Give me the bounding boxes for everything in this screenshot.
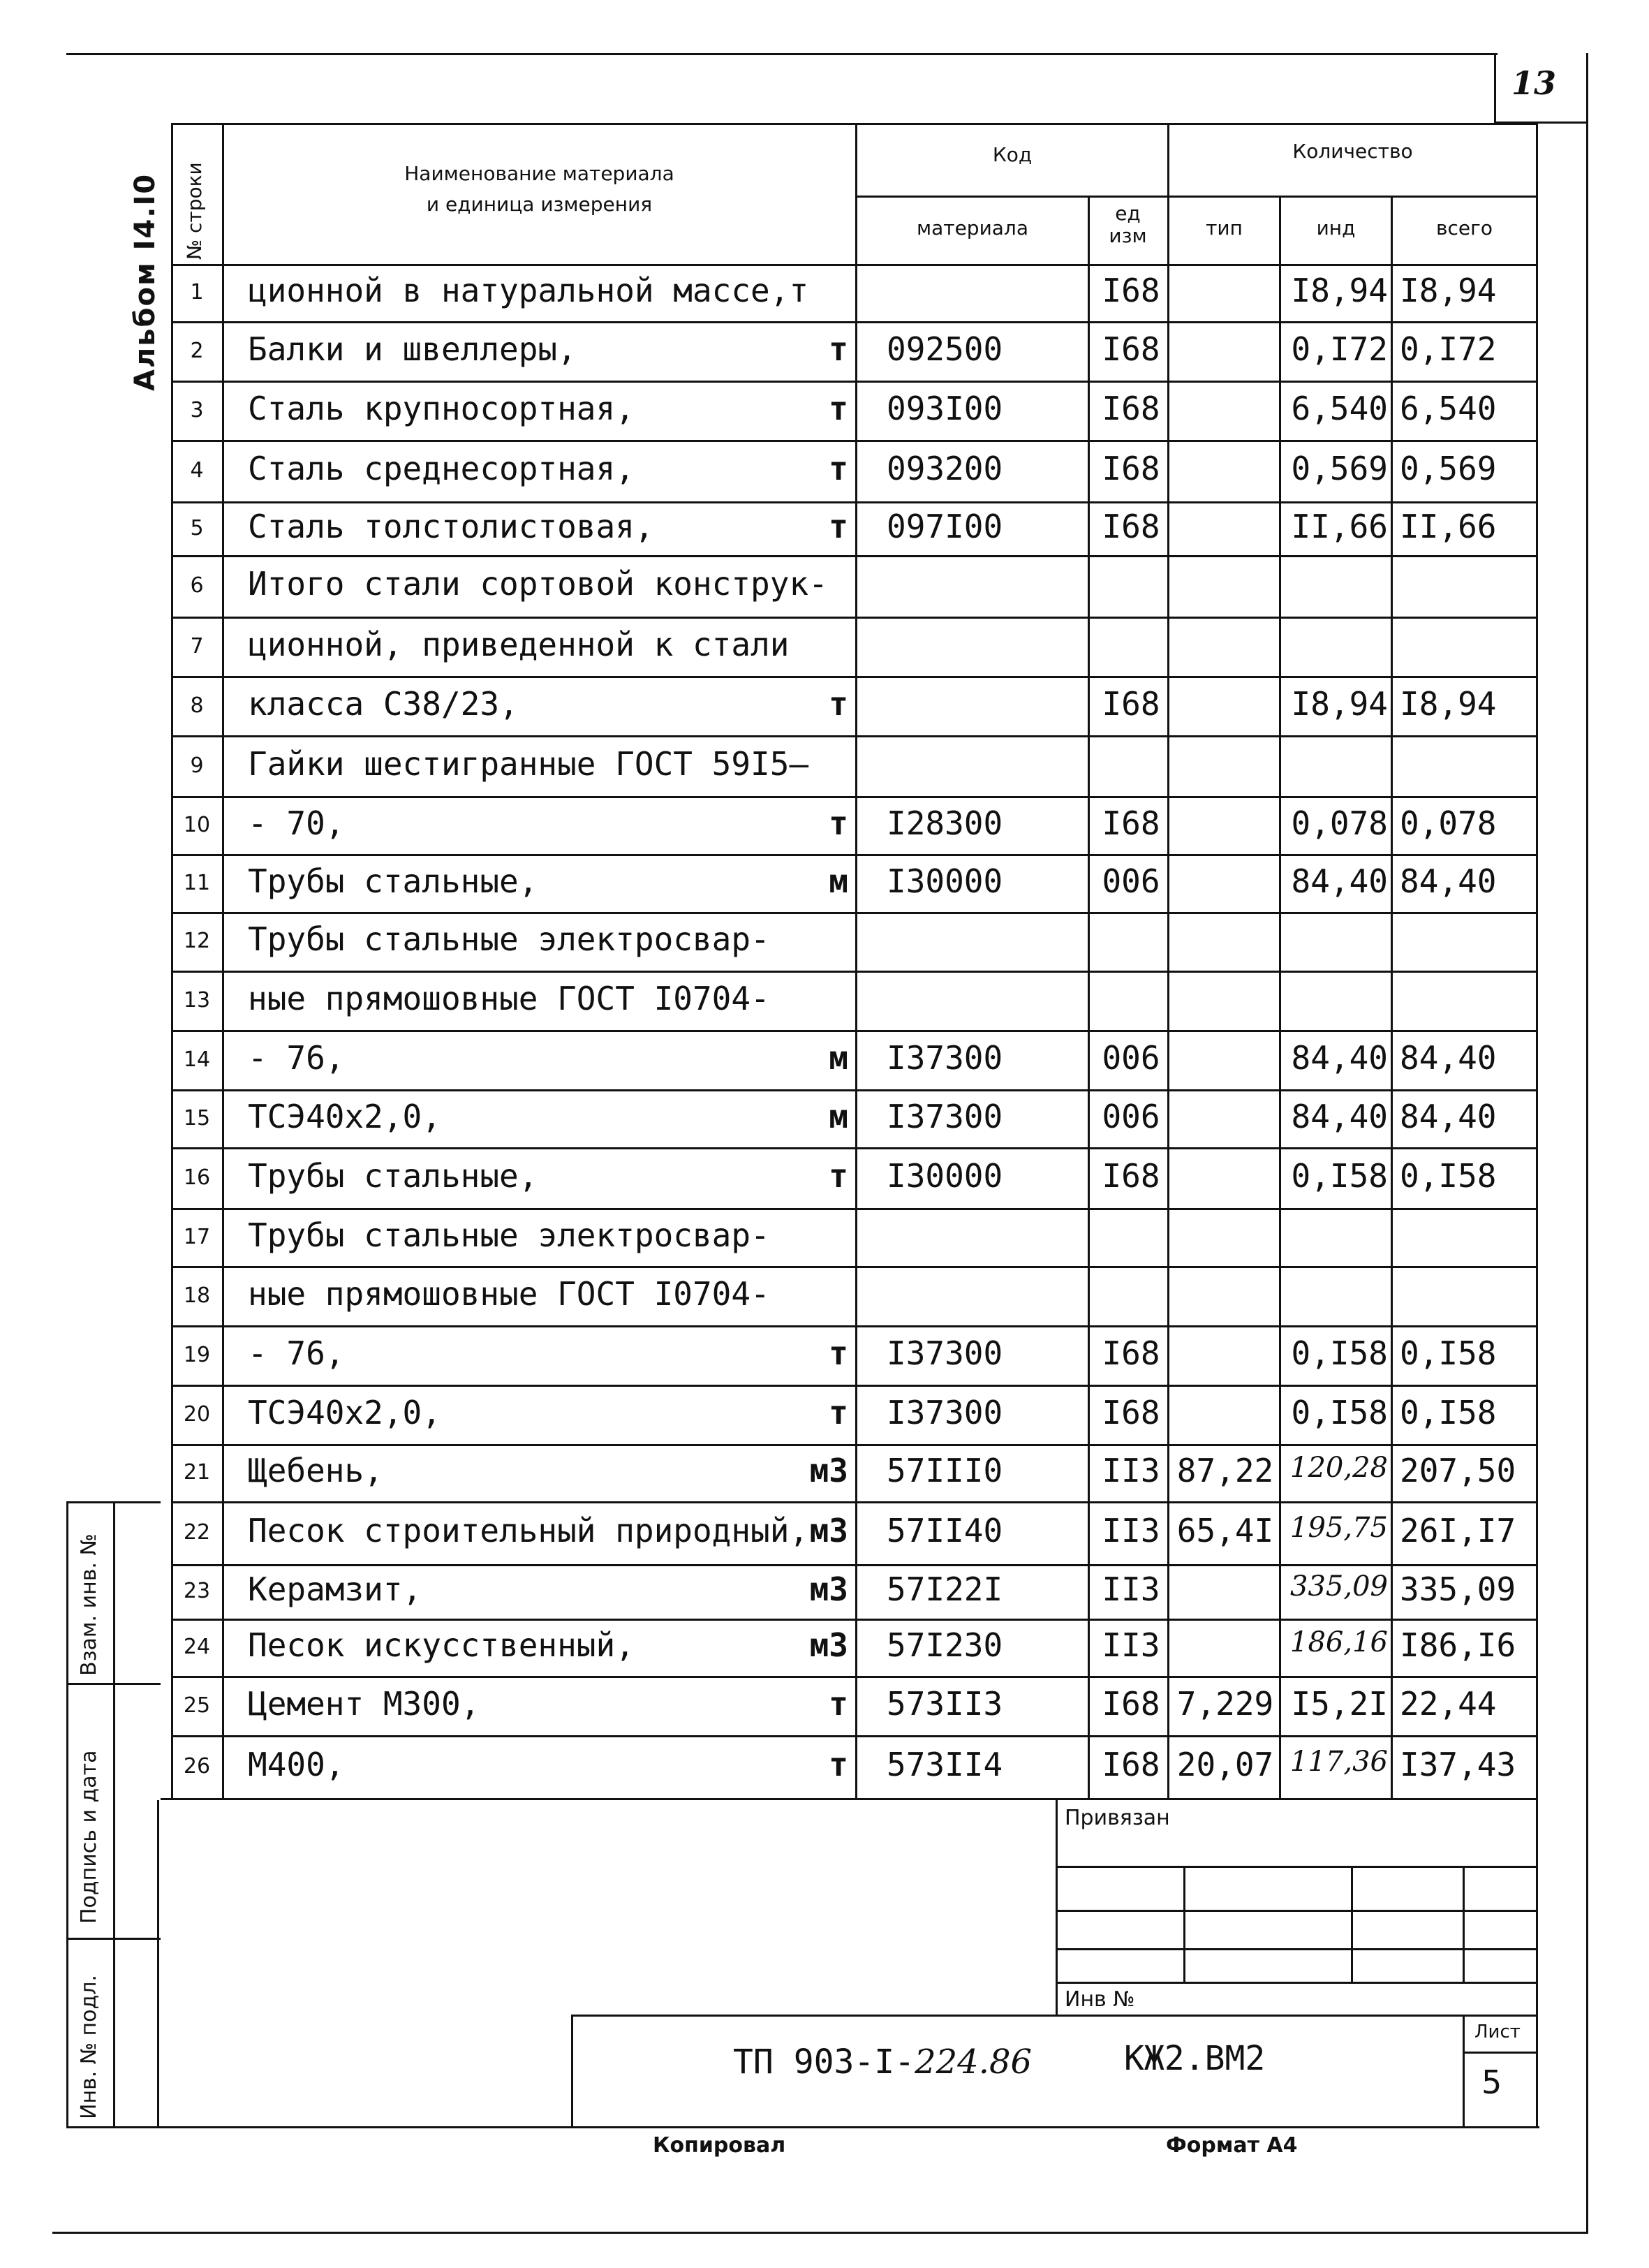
material-name: - 76, bbox=[248, 1039, 345, 1077]
qty-ind: 186,16 bbox=[1290, 1626, 1388, 1658]
privyazan-grid-line bbox=[1351, 1866, 1353, 1982]
material-unit: т bbox=[829, 804, 848, 842]
document-code-handwritten: 224.86 bbox=[915, 2042, 1033, 2082]
material-name: Сталь толстолистовая, bbox=[248, 508, 654, 545]
qty-total: 26I,I7 bbox=[1400, 1512, 1516, 1549]
qty-total: 0,I72 bbox=[1400, 330, 1497, 368]
unit-code: I68 bbox=[1102, 330, 1160, 368]
row-divider bbox=[171, 1089, 1538, 1091]
qty-total: 0,I58 bbox=[1400, 1394, 1497, 1431]
row-number: 17 bbox=[183, 1225, 211, 1249]
qty-total: I37,43 bbox=[1400, 1746, 1516, 1783]
qty-total: I86,I6 bbox=[1400, 1626, 1516, 1664]
header-name-line2: и единица измерения bbox=[426, 193, 653, 216]
material-name: Трубы стальные электросвар- bbox=[248, 1216, 770, 1254]
row-divider bbox=[171, 1564, 1538, 1566]
material-unit: т bbox=[829, 1685, 848, 1723]
qty-ind: 0,I58 bbox=[1291, 1334, 1388, 1372]
material-code: I37300 bbox=[887, 1394, 1003, 1431]
frame-bottom-line bbox=[52, 2232, 1588, 2234]
material-name: ТСЭ40х2,0, bbox=[248, 1098, 441, 1135]
privyazan-grid-line bbox=[1056, 1982, 1537, 1984]
qty-total: 84,40 bbox=[1400, 1039, 1497, 1077]
material-unit: т bbox=[829, 508, 848, 545]
material-code: 57II40 bbox=[887, 1512, 1003, 1549]
material-unit: м3 bbox=[809, 1626, 848, 1664]
unit-code: I68 bbox=[1102, 390, 1160, 427]
row-number: 15 bbox=[183, 1106, 211, 1131]
table-bottom-line bbox=[161, 1798, 1538, 1800]
unit-code: 006 bbox=[1102, 1098, 1160, 1135]
row-number: 24 bbox=[183, 1635, 211, 1659]
material-code: I37300 bbox=[887, 1039, 1003, 1077]
row-number: 1 bbox=[190, 280, 204, 304]
material-name: Сталь крупносортная, bbox=[248, 390, 635, 427]
material-code: 573II3 bbox=[887, 1685, 1003, 1723]
row-number: 7 bbox=[190, 634, 204, 658]
privyazan-grid-line bbox=[1463, 1866, 1465, 1982]
row-divider bbox=[171, 912, 1538, 914]
sheet-cell-left-line bbox=[1463, 2015, 1465, 2128]
qty-total: 84,40 bbox=[1400, 862, 1497, 900]
material-name: Песок искусственный, bbox=[248, 1626, 635, 1664]
privyazan-grid-line bbox=[1056, 1866, 1537, 1868]
qty-total: 207,50 bbox=[1400, 1452, 1516, 1489]
qty-total: 0,078 bbox=[1400, 804, 1497, 842]
material-name: Балки и швеллеры, bbox=[248, 330, 577, 368]
row-divider bbox=[171, 1325, 1538, 1327]
material-unit: т bbox=[829, 1746, 848, 1783]
qty-ind: 6,540 bbox=[1291, 390, 1388, 427]
row-divider bbox=[171, 1208, 1538, 1210]
row-number: 19 bbox=[183, 1343, 211, 1367]
qty-total: II,66 bbox=[1400, 508, 1497, 545]
unit-code: I68 bbox=[1102, 508, 1160, 545]
titleblock-top-line bbox=[571, 2015, 1538, 2017]
row-divider bbox=[171, 1444, 1538, 1446]
material-unit: м bbox=[829, 1039, 848, 1077]
qty-ind: 195,75 bbox=[1290, 1512, 1388, 1544]
material-name: - 70, bbox=[248, 804, 345, 842]
unit-code: I68 bbox=[1102, 1685, 1160, 1723]
unit-code: I68 bbox=[1102, 804, 1160, 842]
material-code: 57I22I bbox=[887, 1570, 1003, 1608]
row-number: 22 bbox=[183, 1520, 211, 1545]
material-code: 573II4 bbox=[887, 1746, 1003, 1783]
row-number: 26 bbox=[183, 1754, 211, 1779]
qty-total: 335,09 bbox=[1400, 1570, 1516, 1608]
qty-ind: 84,40 bbox=[1291, 1098, 1388, 1135]
unit-code: II3 bbox=[1102, 1570, 1160, 1608]
material-unit: т bbox=[829, 1334, 848, 1372]
privyazan-left-line bbox=[1056, 1800, 1058, 2017]
row-number: 18 bbox=[183, 1283, 211, 1308]
material-name: ные прямошовные ГОСТ I0704- bbox=[248, 1275, 770, 1313]
row-number: 3 bbox=[190, 398, 204, 422]
material-code: 093I00 bbox=[887, 390, 1003, 427]
side-vzam-inv: Взам. инв. № bbox=[77, 1533, 101, 1676]
row-divider bbox=[171, 321, 1538, 323]
material-name: класса С38/23, bbox=[248, 685, 519, 723]
qty-type: 87,22 bbox=[1176, 1452, 1274, 1489]
document-mark: КЖ2.ВМ2 bbox=[1124, 2039, 1266, 2078]
material-code: 57I230 bbox=[887, 1626, 1003, 1664]
material-name: Трубы стальные, bbox=[248, 862, 538, 900]
material-unit: м bbox=[829, 862, 848, 900]
row-divider bbox=[171, 440, 1538, 442]
row-divider bbox=[171, 1147, 1538, 1149]
material-code: 57III0 bbox=[887, 1452, 1003, 1489]
unit-code: I68 bbox=[1102, 685, 1160, 723]
unit-code: 006 bbox=[1102, 1039, 1160, 1077]
qty-ind: I5,2I bbox=[1291, 1685, 1388, 1723]
unit-code: I68 bbox=[1102, 1394, 1160, 1431]
qty-total: 22,44 bbox=[1400, 1685, 1497, 1723]
row-number: 10 bbox=[183, 813, 211, 837]
material-name: - 76, bbox=[248, 1334, 345, 1372]
qty-total: 0,I58 bbox=[1400, 1334, 1497, 1372]
row-divider bbox=[171, 854, 1538, 856]
header-q-type: тип bbox=[1206, 216, 1243, 240]
row-divider bbox=[171, 1266, 1538, 1268]
material-code: I30000 bbox=[887, 862, 1003, 900]
header-row-number: № строки bbox=[183, 162, 206, 260]
unit-code: I68 bbox=[1102, 1334, 1160, 1372]
row-divider bbox=[171, 1501, 1538, 1503]
row-number: 9 bbox=[190, 753, 204, 778]
header-q-total: всего bbox=[1436, 216, 1493, 240]
row-divider bbox=[171, 1735, 1538, 1737]
row-number: 6 bbox=[190, 573, 204, 598]
row-number: 5 bbox=[190, 516, 204, 540]
sheet-label: Лист bbox=[1474, 2022, 1521, 2042]
row-divider bbox=[171, 1385, 1538, 1387]
side-stamp-line bbox=[66, 1938, 161, 1940]
unit-code: II3 bbox=[1102, 1626, 1160, 1664]
row-number: 21 bbox=[183, 1460, 211, 1485]
qty-ind: 0,I72 bbox=[1291, 330, 1388, 368]
qty-ind: 84,40 bbox=[1291, 862, 1388, 900]
header-name-line1: Наименование материала bbox=[404, 162, 674, 185]
material-name: Песок строительный природный, bbox=[248, 1512, 809, 1549]
row-number: 14 bbox=[183, 1047, 211, 1072]
qty-ind: 335,09 bbox=[1290, 1570, 1388, 1603]
material-name: Цемент М300, bbox=[248, 1685, 480, 1723]
row-divider bbox=[171, 1030, 1538, 1032]
material-name: Трубы стальные, bbox=[248, 1157, 538, 1195]
row-number: 4 bbox=[190, 458, 204, 483]
material-unit: т bbox=[829, 390, 848, 427]
frame-right-line bbox=[1586, 53, 1588, 2232]
row-number: 8 bbox=[190, 693, 204, 718]
material-name: Гайки шестигранные ГОСТ 59I5— bbox=[248, 745, 809, 783]
row-divider bbox=[171, 501, 1538, 503]
unit-code: I68 bbox=[1102, 450, 1160, 487]
stamp-right-line bbox=[1536, 1800, 1538, 2128]
qty-ind: 84,40 bbox=[1291, 1039, 1388, 1077]
material-name: ционной, приведенной к стали bbox=[248, 626, 790, 663]
material-unit: т bbox=[829, 330, 848, 368]
sheet-number: 5 bbox=[1481, 2063, 1502, 2101]
material-code: 093200 bbox=[887, 450, 1003, 487]
qty-ind: I8,94 bbox=[1291, 685, 1388, 723]
qty-ind: 0,I58 bbox=[1291, 1394, 1388, 1431]
qty-total: 0,I58 bbox=[1400, 1157, 1497, 1195]
row-divider bbox=[171, 735, 1538, 737]
qty-ind: 120,28 bbox=[1290, 1452, 1388, 1484]
qty-ind: 0,078 bbox=[1291, 804, 1388, 842]
privyazan-grid-line bbox=[1056, 1910, 1537, 1912]
row-divider bbox=[171, 796, 1538, 798]
titleblock-left-line bbox=[571, 2015, 573, 2128]
row-divider bbox=[171, 971, 1538, 973]
side-podpis-data: Подпись и дата bbox=[77, 1750, 101, 1924]
page-number: 13 bbox=[1511, 64, 1557, 102]
material-unit: т bbox=[829, 1394, 848, 1431]
header-q-ind: инд bbox=[1316, 216, 1356, 240]
material-unit: м3 bbox=[809, 1512, 848, 1549]
footer-format: Формат А4 bbox=[1166, 2133, 1298, 2158]
material-code: I28300 bbox=[887, 804, 1003, 842]
unit-code: I68 bbox=[1102, 272, 1160, 309]
album-label: Альбом I4.I0 bbox=[129, 172, 161, 391]
qty-type: 7,229 bbox=[1176, 1685, 1274, 1723]
qty-type: 20,07 bbox=[1176, 1746, 1274, 1783]
row-number: 2 bbox=[190, 339, 204, 363]
unit-code: I68 bbox=[1102, 1157, 1160, 1195]
qty-ind: 0,I58 bbox=[1291, 1157, 1388, 1195]
row-divider bbox=[171, 617, 1538, 619]
qty-total: I8,94 bbox=[1400, 685, 1497, 723]
material-unit: т bbox=[829, 450, 848, 487]
frame-top-line bbox=[66, 53, 1498, 55]
side-stamp-line bbox=[66, 1683, 161, 1685]
privyazan-grid-line bbox=[1183, 1866, 1185, 1982]
material-unit: м bbox=[829, 1098, 848, 1135]
qty-ind: I8,94 bbox=[1291, 272, 1388, 309]
row-number: 16 bbox=[183, 1165, 211, 1190]
row-divider bbox=[171, 381, 1538, 383]
side-stamp-mid-line bbox=[113, 1501, 115, 2128]
material-name: Щебень, bbox=[248, 1452, 383, 1489]
row-number: 20 bbox=[183, 1402, 211, 1427]
material-unit: т bbox=[829, 1157, 848, 1195]
row-divider bbox=[171, 1619, 1538, 1621]
row-number: 11 bbox=[183, 871, 211, 895]
document-code bbox=[733, 2042, 1032, 2082]
footer-kopiroval: Копировал bbox=[653, 2133, 786, 2158]
header-code: Код bbox=[992, 143, 1033, 166]
material-name: ционной в натуральной массе,т bbox=[248, 272, 809, 309]
material-name: Сталь среднесортная, bbox=[248, 450, 635, 487]
header-code-unit: ед изм bbox=[1109, 202, 1147, 247]
material-code: I37300 bbox=[887, 1334, 1003, 1372]
material-name: ные прямошовные ГОСТ I0704- bbox=[248, 980, 770, 1017]
row-number: 13 bbox=[183, 988, 211, 1012]
material-name: Трубы стальные электросвар- bbox=[248, 920, 770, 958]
qty-total: 84,40 bbox=[1400, 1098, 1497, 1135]
material-unit: м3 bbox=[809, 1570, 848, 1608]
stamp-left-line bbox=[157, 1800, 159, 2128]
qty-total: 0,569 bbox=[1400, 450, 1497, 487]
unit-code: II3 bbox=[1102, 1452, 1160, 1489]
row-divider bbox=[171, 555, 1538, 557]
unit-code: I68 bbox=[1102, 1746, 1160, 1783]
privyazan-label: Привязан bbox=[1065, 1806, 1170, 1830]
row-divider bbox=[171, 676, 1538, 678]
row-number: 12 bbox=[183, 929, 211, 953]
qty-ind: 0,569 bbox=[1291, 450, 1388, 487]
qty-type: 65,4I bbox=[1176, 1512, 1274, 1549]
side-stamp-line bbox=[66, 1501, 161, 1503]
material-unit: т bbox=[829, 685, 848, 723]
material-code: 092500 bbox=[887, 330, 1003, 368]
qty-ind: II,66 bbox=[1291, 508, 1388, 545]
unit-code: II3 bbox=[1102, 1512, 1160, 1549]
unit-code: 006 bbox=[1102, 862, 1160, 900]
qty-total: I8,94 bbox=[1400, 272, 1497, 309]
qty-ind: 117,36 bbox=[1290, 1746, 1388, 1778]
document-code-printed: ТП 903-I- bbox=[733, 2042, 915, 2082]
privyazan-grid-line bbox=[1056, 1948, 1537, 1950]
material-name: М400, bbox=[248, 1746, 345, 1783]
material-code: I37300 bbox=[887, 1098, 1003, 1135]
material-name: Итого стали сортовой конструк- bbox=[248, 565, 828, 603]
row-number: 25 bbox=[183, 1693, 211, 1718]
material-unit: м3 bbox=[809, 1452, 848, 1489]
sheet-cell-divider bbox=[1463, 2052, 1538, 2054]
material-code: 097I00 bbox=[887, 508, 1003, 545]
page-number-divider bbox=[1494, 53, 1496, 123]
row-number: 23 bbox=[183, 1579, 211, 1603]
material-code: I30000 bbox=[887, 1157, 1003, 1195]
header-quantity: Количество bbox=[1292, 140, 1413, 163]
stamp-bottom-line bbox=[66, 2126, 1539, 2128]
row-divider bbox=[171, 1676, 1538, 1678]
material-name: ТСЭ40х2,0, bbox=[248, 1394, 441, 1431]
side-inv-podl: Инв. № подл. bbox=[77, 1975, 101, 2119]
header-code-material: материала bbox=[916, 216, 1028, 240]
side-stamp-left-line bbox=[66, 1501, 68, 2128]
material-name: Керамзит, bbox=[248, 1570, 422, 1608]
qty-total: 6,540 bbox=[1400, 390, 1497, 427]
inv-no-label: Инв № bbox=[1065, 1987, 1135, 2012]
